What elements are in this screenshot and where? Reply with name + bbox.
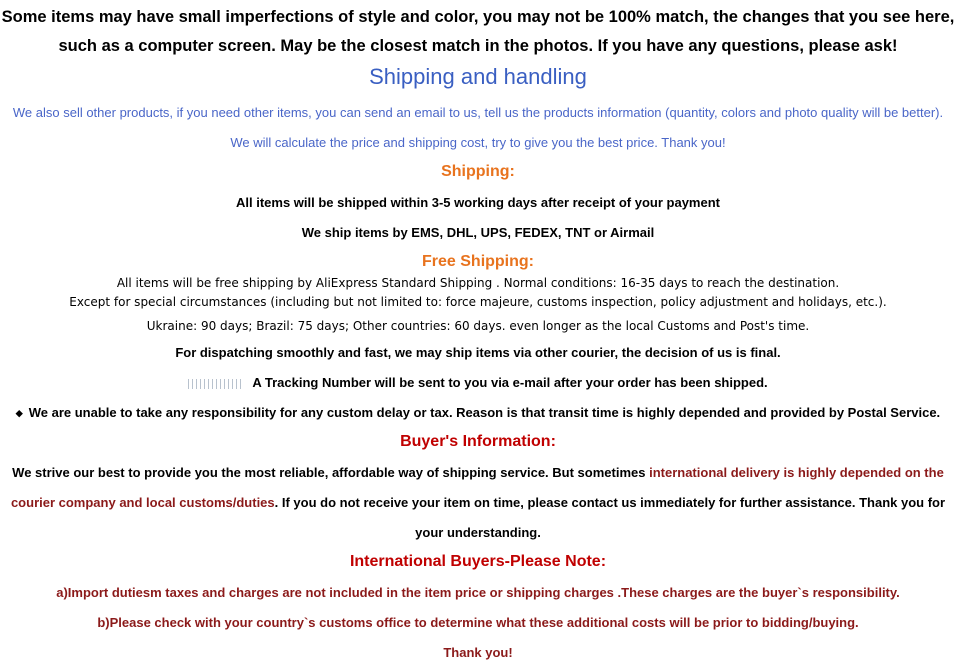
- shipping-line-1: All items will be shipped within 3-5 working days after receipt of your payment: [236, 195, 720, 210]
- thank-you: Thank you!: [443, 645, 513, 660]
- free-shipping-line-2: Except for special circumstances (including but not limited to: force majeure, customs inspection, policy adjustment and holidays, etc.).: [69, 295, 887, 309]
- buyer-info-text: . If you do not receive your item on time, please contact us immediately for further assistance. Thank you for: [274, 495, 946, 510]
- buyer-info-line-1: [0, 465, 956, 480]
- free-shipping-line-3: Ukraine: 90 days; Brazil: 75 days; Other countries: 60 days. even longer as the local Customs and Post's time.: [146, 319, 810, 333]
- buyer-info-line-2: [0, 495, 956, 510]
- page-title: Shipping and handling: [369, 64, 587, 89]
- free-shipping-line-5-row: [0, 375, 956, 390]
- shipping-heading: Shipping:: [441, 163, 515, 180]
- free-shipping-heading: Free Shipping:: [422, 253, 534, 270]
- tracking-number-text: A Tracking Number will be sent to you via e-mail after your order has been shipped.: [252, 375, 768, 390]
- buyer-info-heading: Buyer's Information:: [400, 433, 556, 450]
- international-item-a: a)Import dutiesm taxes and charges are not included in the item price or shipping charges .These charges are the buyer`s responsibility.: [56, 585, 900, 600]
- international-item-b: b)Please check with your country`s customs office to determine what these additional costs will be prior to bidding/buying.: [97, 615, 859, 630]
- notice-line-2: such as a computer screen. May be the closest match in the photos. If you have any questions, please ask!: [58, 37, 898, 55]
- intro-line-1: We also sell other products, if you need other items, you can send an email to us, tell us the products information (quantity, colors and photo quality will be better).: [12, 105, 944, 120]
- international-heading: International Buyers-Please Note:: [349, 553, 607, 570]
- shipping-line-2: We ship items by EMS, DHL, UPS, FEDEX, TNT or Airmail: [301, 225, 655, 240]
- buyer-info-text: We strive our best to provide you the most reliable, affordable way of shipping service. But sometimes: [12, 465, 650, 480]
- bullet-icon: ◆: [15, 408, 23, 419]
- notice-line-1: Some items may have small imperfections of style and color, you may not be 100% match, the changes that you see here,: [1, 8, 955, 26]
- free-shipping-line-6-row: [0, 405, 956, 420]
- buyer-info-highlight: courier company and local customs/duties: [10, 495, 275, 510]
- free-shipping-line-4: For dispatching smoothly and fast, we may ship items via other courier, the decision of us is final.: [175, 345, 781, 360]
- free-shipping-line-1: All items will be free shipping by AliExpress Standard Shipping . Normal conditions: 16-35 days to reach the destination.: [116, 276, 840, 290]
- buyer-info-highlight: international delivery is highly depended on the: [649, 465, 944, 480]
- intro-line-2: We will calculate the price and shipping cost, try to give you the best price. Thank you!: [230, 135, 726, 150]
- decorative-dots: [188, 379, 244, 389]
- buyer-info-line-3: your understanding.: [415, 525, 541, 540]
- responsibility-text: We are unable to take any responsibility for any custom delay or tax. Reason is that transit time is highly depended and provided by Postal Service.: [28, 405, 941, 420]
